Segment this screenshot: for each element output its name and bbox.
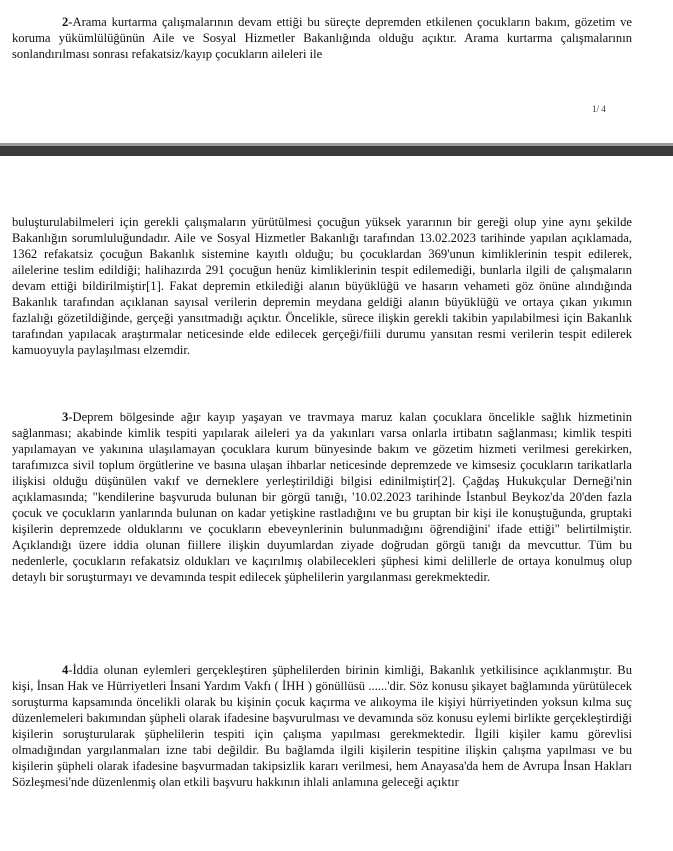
paragraph-number: 4 <box>62 663 69 677</box>
paragraph-text: -Arama kurtarma çalışmalarının devam ettiği bu süreçte depremden etkilenen çocukların bakım, gözetim ve koruma yükümlülüğünün Aile ve Sosyal Hizmetler Bakanlığında olduğu açıktır. Arama kurtarma çalışmalarının sonlandırılması sonrası refakatsiz/kayıp çocukların aileleri ile <box>12 15 632 61</box>
paragraph-2-continued <box>12 214 632 358</box>
paragraph-text: -İddia olunan eylemleri gerçekleştiren şüphelilerden birinin kimliği, Bakanlık yetkilisince açıklanmıştır. Bu kişi, İnsan Hak ve Hürriyetleri İnsani Yardım Vakfı ( İHH ) gönüllüsü ......'dir. Söz konusu şikayet bağlamında yürütülecek soruşturma kapsamında öncelikli olarak bu kişinin çocuk kaçırma ve alıkoyma ile kişiyi hürriyetinden yoksun kılma suç düzenlemeleri bakımından şüpheli olarak ifadesine başvurulması ve devamında söz konusu eylemi birlikte gerçekleştirdiği kişilerin soruşturularak şüphelilerin tespiti için çalışma yapılması gerekmektedir. İlgili kişiler kamu görevlisi olmadığından yargılanmaları izne tabi değildir. Bu bağlamda ilgili kişilerin tespitine ilişkin çalışma yapılması ve bu kişilerin şüpheli olarak ifadesine başvurmadan takipsizlik kararı verilmesi, hem Anayasa'da hem de Avrupa İnsan Hakları Sözleşmesi'nde düzenlenmiş olan etkili başvuru hakkının ihlali anlamına geleceği açıktır <box>12 663 632 789</box>
paragraph-text: -Deprem bölgesinde ağır kayıp yaşayan ve travmaya maruz kalan çocuklara öncelikle sağlık hizmetinin sağlanması; akabinde kimlik tespiti yapılarak aileleri ya da yakınları varsa onlarla irtibatın sağlanması; kimlik tespiti yapılamayan ve yakınına ulaşılamayan çocuklara kurum bünyesinde bakım ve gözetim hizmeti verilmesi gerekirken, tarafımızca sivil toplum örgütlerine ve basına ulaşan ihbarlar neticesinde depremzede ve kimsesiz çocukların tarikatlarla ilişkisi olduğu düşünülen vakıf ve derneklere yerleştirildiği bilgisi edinilmiştir[2]. Çağdaş Hukukçular Derneği'nin açıklamasında; "kendilerine başvuruda bulunan bir görgü tanığı, '10.02.2023 tarihinde İstanbul Beykoz'da 20'den fazla çocuk ve çocukların yanlarında bulunan on kadar yetişkine rastladığını ve bu gruptan bir kişi ile konuştuğunda, gruptaki kişilerin depremzede olduklarını ve çocukların ebeveynlerinin bulunmadığını öğrendiğini' ifade ettiği" belirtilmiştir. Açıklandığı üzere iddia olunan fiillere ilişkin duyumlardan ziyade doğrudan görgü tanığı da mevcuttur. Tüm bu nedenlerle, çocukların refakatsiz oldukları ve kaçırılmış olabilecekleri şüphesi kimi delillerle de ortaya konulmuş olup detaylı bir soruşturmayı ve devamında tespit edilecek şüphelilerin yargılanması gerekmektedir. <box>12 410 632 584</box>
page-divider <box>0 146 673 156</box>
page-number: 1/ 4 <box>592 104 606 114</box>
paragraph-number: 2 <box>62 15 69 29</box>
paragraph-4 <box>12 662 632 790</box>
paragraph-3 <box>12 409 632 585</box>
paragraph-2 <box>12 14 632 62</box>
paragraph-text: buluşturulabilmeleri için gerekli çalışmaların yürütülmesi çocuğun yüksek yararının bir gereği olup yine aynı şekilde Bakanlığın sorumluluğundadır. Aile ve Sosyal Hizmetler Bakanlığı tarafından 13.02.2023 tarihinde yapılan açıklamada, 1362 refakatsiz çocuğun Bakanlık sistemine kayıtlı olduğu; bu çocuklardan 369'unun kimliklerinin tespit edilerek, ailelerine teslim edildiği; halihazırda 291 çocuğun henüz kimliklerinin tespit edilemediği, bunlarla ilgili de çalışmaların devam ettiği bildirilmiştir[1]. Fakat depremin etkilediği alanın büyüklüğü ve hasarın vehameti göz önüne alındığında Bakanlık tarafından açıklanan sayısal verilerin depremin meydana geldiği alanın büyüklüğü ve ortaya çıkan yıkımın fazlalığı gözetildiğinde, gerçeği yansıtmadığı açıktır. Öncelikle, sürece ilişkin gerekli takibin yapılabilmesi için Bakanlık tarafından yapılacak araştırmalar neticesinde elde edilecek gerçeği/fiili durumu yansıtan resmi verilerin tespit edilerek kamuoyuyla paylaşılması elzemdir. <box>12 215 632 357</box>
paragraph-number: 3 <box>62 410 69 424</box>
